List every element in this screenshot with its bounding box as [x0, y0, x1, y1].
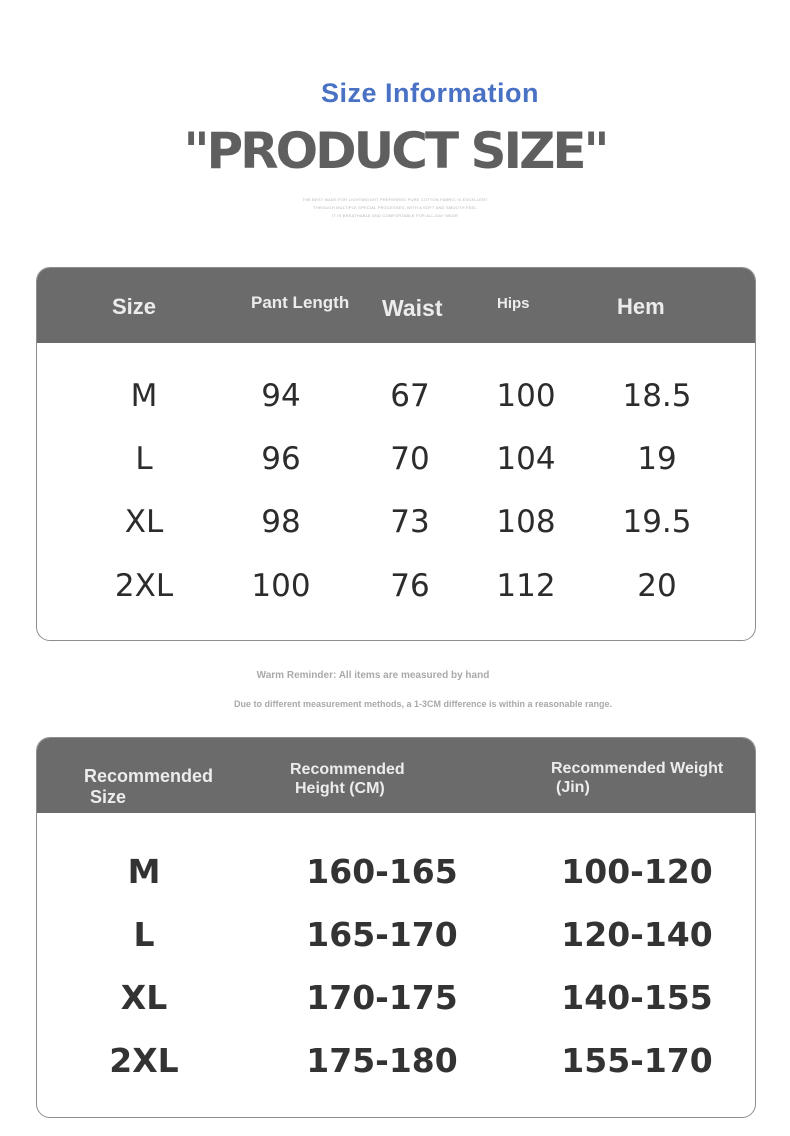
fine-print: [0, 196, 790, 220]
cell-hips: 104: [496, 441, 556, 477]
cell-size: XL: [120, 978, 168, 1017]
header-waist: Waist: [382, 295, 443, 321]
cell-hem: 19: [637, 441, 677, 477]
fine-print-line: THE BEST MADE FOR LIGHTWEIGHT PREFERRED PURE COTTON FABRIC IS EXCELLENT: [302, 197, 488, 202]
header-line: (Jin): [556, 779, 590, 796]
header-line: Recommended Weight: [551, 760, 724, 777]
cell-size: L: [133, 915, 155, 954]
cell-hips: 100: [496, 378, 556, 414]
cell-size: M: [130, 378, 158, 414]
cell-size: 2XL: [114, 568, 174, 604]
header-recommended-height: [290, 760, 405, 798]
cell-hem: 18.5: [622, 378, 692, 414]
recommend-table-header: [37, 738, 755, 813]
cell-waist: 70: [390, 441, 430, 477]
cell-height: 165-170: [306, 915, 458, 954]
page-title: "PRODUCT SIZE": [183, 122, 607, 180]
recommend-table: [36, 737, 756, 1118]
cell-height: 175-180: [306, 1041, 458, 1080]
cell-size: L: [135, 441, 153, 477]
cell-height: 170-175: [306, 978, 458, 1017]
cell-pant-length: 100: [251, 568, 311, 604]
header-line: Recommended: [84, 766, 214, 786]
header-line: Size: [90, 787, 127, 807]
header-recommended-weight: [551, 759, 723, 797]
cell-hips: 108: [496, 504, 556, 540]
cell-size: M: [127, 852, 161, 891]
cell-weight: 120-140: [561, 915, 713, 954]
cell-hips: 112: [496, 568, 556, 604]
size-table: [36, 267, 756, 641]
warm-reminder: Warm Reminder: All items are measured by hand: [256, 670, 490, 681]
header-line: Recommended: [290, 761, 405, 778]
cell-weight: 155-170: [561, 1041, 713, 1080]
cell-weight: 140-155: [561, 978, 713, 1017]
cell-height: 160-165: [306, 852, 458, 891]
header-hips: Hips: [497, 295, 530, 312]
fine-print-line: THROUGH MULTIPLE SPECIAL PROCESSES, WITH A SOFT AND SMOOTH FEEL: [313, 205, 477, 210]
cell-hem: 20: [637, 568, 677, 604]
cell-waist: 67: [390, 378, 430, 414]
header-size: Size: [112, 294, 157, 319]
cell-waist: 73: [390, 504, 430, 540]
header-line: Height (CM): [295, 780, 385, 797]
cell-pant-length: 98: [261, 504, 301, 540]
header-pant-length: Pant Length: [251, 293, 350, 312]
cell-weight: 100-120: [561, 852, 713, 891]
cell-hem: 19.5: [622, 504, 692, 540]
cell-pant-length: 94: [261, 378, 301, 414]
measurement-note: Due to different measurement methods, a 1-3CM difference is within a reasonable range.: [233, 699, 613, 709]
cell-size: 2XL: [109, 1041, 179, 1080]
header-hem: Hem: [617, 294, 665, 319]
cell-size: XL: [124, 504, 164, 540]
size-table-header: [37, 268, 755, 343]
cell-pant-length: 96: [261, 441, 301, 477]
cell-waist: 76: [390, 568, 430, 604]
header-recommended-size: [84, 766, 213, 808]
fine-print-line: IT IS BREATHABLE AND COMFORTABLE FOR ALL-DAY WEAR: [332, 213, 458, 218]
subtitle: Size Information: [320, 78, 539, 108]
